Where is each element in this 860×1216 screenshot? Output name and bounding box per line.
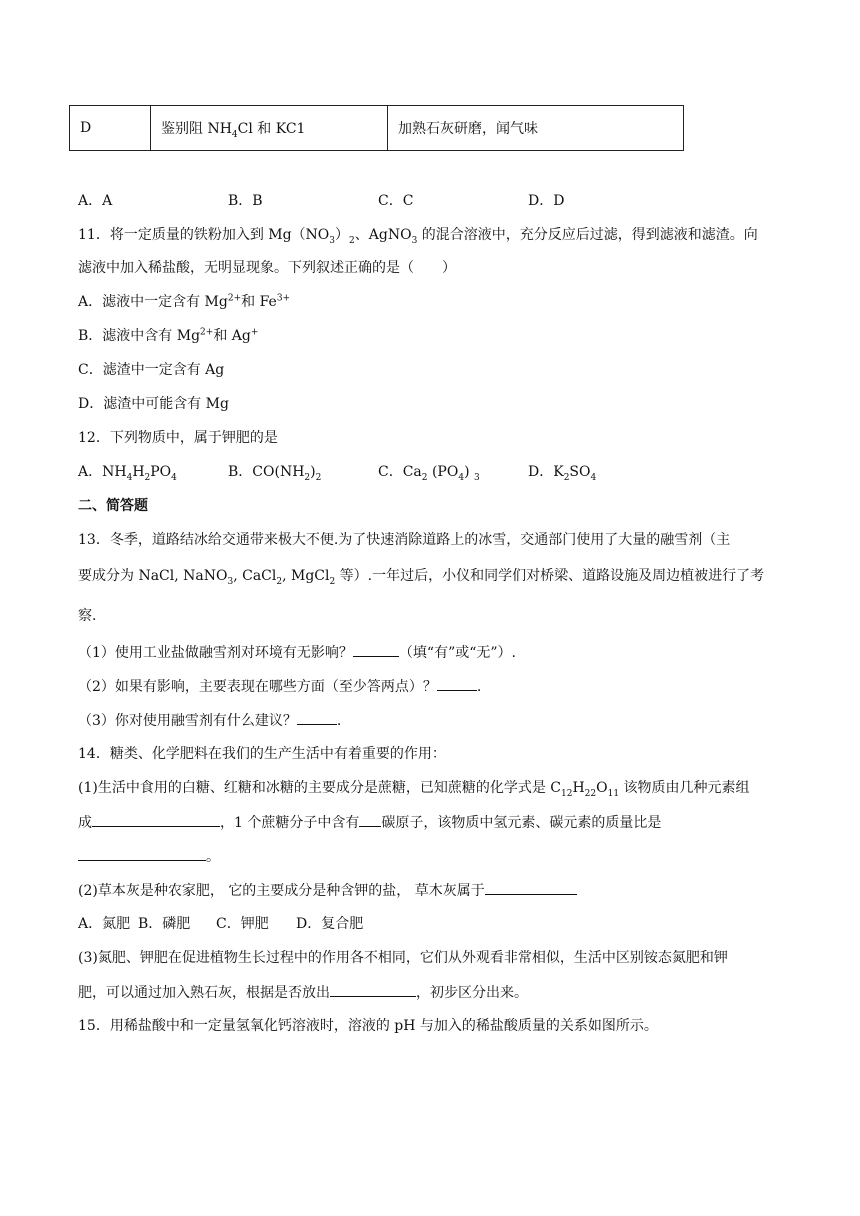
- q13-line1: 13．冬季，道路结冰给交通带来极大不便.为了快速消除道路上的冰雪，交通部门使用了大量的融雪剂（主: [78, 532, 731, 548]
- q14-sub2: (2)草本灰是种农家肥， 它的主要成分是种含钾的盐， 草木灰属于: [78, 880, 577, 901]
- q12-option-d[interactable]: D．$K_2SO_4$: [528, 464, 597, 483]
- q14-sub3-line1: (3)氮肥、钾肥在促进植物生长过程中的作用各不相同，它们从外观看非常相似，生活中区别铵态氮肥和钾: [78, 950, 728, 966]
- q13-line3: 察.: [78, 608, 97, 624]
- table-cell-method: 加熟石灰研磨，闻气味: [388, 106, 684, 151]
- choice-b[interactable]: B．B: [228, 193, 263, 209]
- table-cell-purpose: 鉴别阻 $NH_4Cl$ 和 KC1: [151, 106, 388, 151]
- choice-d[interactable]: D．复合肥: [296, 916, 364, 932]
- q12-option-a[interactable]: A．$NH_4H_2PO_4$: [78, 464, 177, 483]
- q13-part1: （1）使用工业盐做融雪剂对环境有无影响？ （填“有”或“无”）.: [78, 642, 516, 663]
- choice-d[interactable]: D．D: [528, 193, 565, 209]
- q15-line1: 15．用稀盐酸中和一定量氢氧化钙溶液时，溶液的 pH 与加入的稀盐酸质量的关系如图所示。: [78, 1018, 658, 1034]
- q11-option-b[interactable]: B．滤液中含有 $Mg^{2+}$和 Ag+: [78, 327, 259, 344]
- q12-option-c[interactable]: C．$Ca_2$ $(PO_4)$ $_3$: [378, 464, 480, 483]
- answer-blank[interactable]: [297, 710, 337, 725]
- table-row: [70, 106, 684, 151]
- choice-c[interactable]: C．钾肥: [216, 916, 269, 932]
- q12-stem: 12．下列物质中，属于钾肥的是: [78, 430, 278, 446]
- q11-option-d[interactable]: D．滤渣中可能含有 Mg: [78, 396, 229, 412]
- choice-b[interactable]: B．磷肥: [138, 916, 191, 932]
- q14-sub1-line3: 。: [78, 846, 220, 867]
- section-heading: 二、简答题: [78, 498, 148, 514]
- q11-option-c[interactable]: C．滤渣中一定含有 Ag: [78, 362, 225, 378]
- q11-line1: 11．将一定质量的铁粉加入到 $Mg(NO_3)_2$、AgNO$_3$ 的混合溶液中，充分反应后过滤，得到滤液和滤渣。向: [78, 227, 758, 246]
- answer-blank[interactable]: [437, 676, 477, 691]
- q13-part3: （3）你对使用融雪剂有什么建议？ .: [78, 710, 341, 731]
- answer-blank[interactable]: [78, 846, 206, 861]
- choice-c[interactable]: C．C: [378, 193, 414, 209]
- choice-a[interactable]: A．A: [78, 193, 113, 209]
- q10-choices: [78, 191, 564, 211]
- answer-blank[interactable]: [485, 880, 577, 895]
- answer-blank[interactable]: [359, 812, 381, 827]
- q11-option-a[interactable]: A．滤液中一定含有 $Mg^{2+}$和 $Fe^{3+}$: [78, 293, 291, 310]
- q13-part2: （2）如果有影响，主要表现在哪些方面（至少答两点）？ .: [78, 676, 481, 697]
- choice-a[interactable]: A．氮肥: [78, 916, 131, 932]
- table-cell-letter: D: [70, 106, 151, 151]
- q14-sub1-line1: (1)生活中食用的白糖、红糖和冰糖的主要成分是蔗糖，已知蔗糖的化学式是 $C_{12}H_{22}O_{11}$ 该物质由几种元素组: [78, 780, 750, 799]
- q14-sub1-line2: 成 ，1 个蔗糖分子中含有 碳原子，该物质中氢元素、碳元素的质量比是: [78, 812, 661, 833]
- answer-blank[interactable]: [353, 642, 399, 657]
- q13-line2: 要成分为 NaCl, NaNO$_3$, CaCl$_2$, MgCl$_2$ 等）.一年过后，小仪和同学们对桥梁、道路设施及周边植被进行了考: [78, 568, 765, 587]
- q14-sub2-choices: [78, 914, 363, 934]
- q14-sub3-line2: 肥，可以通过加入熟石灰，根据是否放出 ，初步区分出来。: [78, 982, 528, 1003]
- answer-blank[interactable]: [330, 982, 416, 997]
- option-table: [69, 105, 684, 151]
- q14-line1: 14．糖类、化学肥料在我们的生产生活中有着重要的作用：: [78, 746, 446, 762]
- q12-option-b[interactable]: B．$CO(NH_2)_2$: [228, 464, 322, 483]
- answer-blank[interactable]: [92, 812, 220, 827]
- q11-line2: 滤液中加入稀盐酸，无明显现象。下列叙述正确的是（ ）: [78, 260, 456, 276]
